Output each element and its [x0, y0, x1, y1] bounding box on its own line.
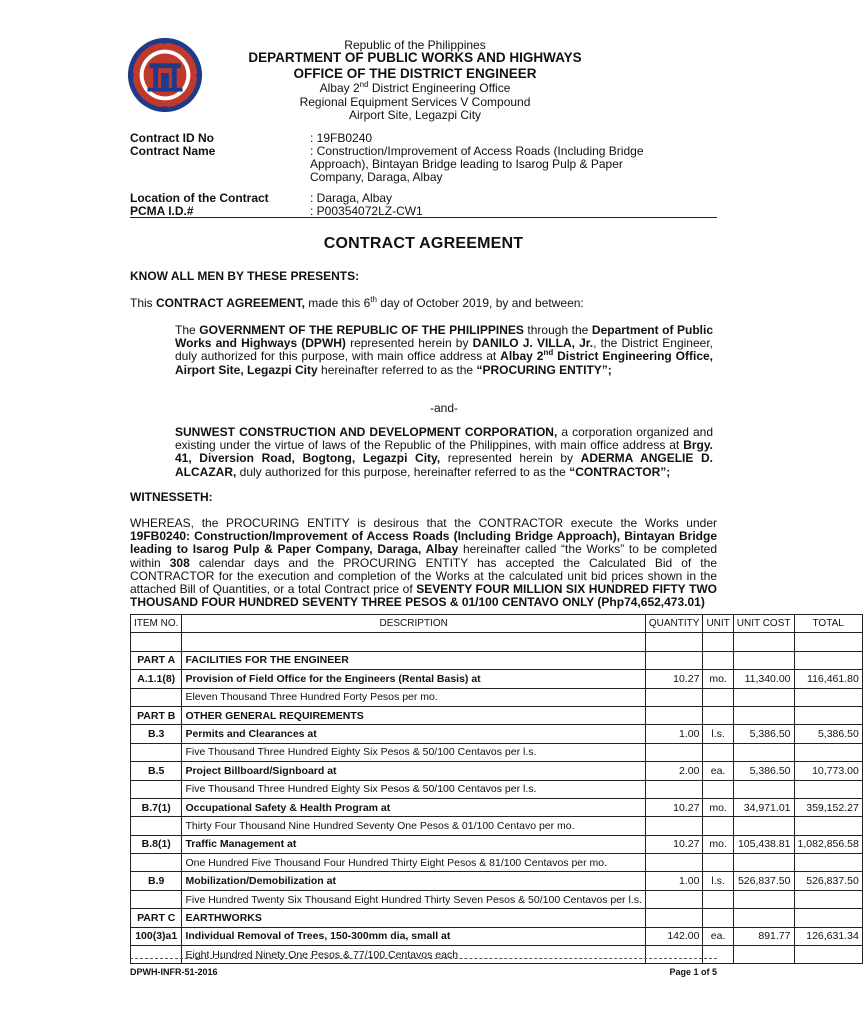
quantity-cell: [645, 780, 703, 798]
header-divider: [130, 217, 717, 218]
unit-cost-cell: 11,340.00: [733, 670, 794, 688]
table-row: [131, 762, 863, 780]
table-row: [131, 817, 863, 835]
total-cell: 359,152.27: [794, 798, 862, 816]
department-name: DEPARTMENT OF PUBLIC WORKS AND HIGHWAYS: [248, 50, 582, 65]
table-row: [131, 854, 863, 872]
quantity-cell: [645, 854, 703, 872]
table-row: [131, 909, 863, 927]
item-no-cell: [131, 890, 182, 908]
unit-cost-cell: 891.77: [733, 927, 794, 945]
quantity-cell: [645, 651, 703, 669]
table-row: [131, 725, 863, 743]
table-row: [131, 670, 863, 688]
and-separator: -and-: [429, 401, 458, 415]
total-cell: [794, 633, 862, 651]
table-header-row: [131, 615, 863, 633]
item-no-cell: B.9: [131, 872, 182, 890]
quantity-cell: [645, 743, 703, 761]
unit-cell: mo.: [703, 835, 733, 853]
unit-cost-cell: [733, 688, 794, 706]
total-cell: [794, 946, 862, 964]
unit-cost-cell: [733, 651, 794, 669]
table-row: [131, 946, 863, 964]
total-cell: [794, 743, 862, 761]
item-no-cell: PART C: [131, 909, 182, 927]
quantity-cell: 2.00: [645, 762, 703, 780]
quantity-cell: [645, 817, 703, 835]
unit-cell: [703, 706, 733, 724]
table-row: [131, 872, 863, 890]
col-description: DESCRIPTION: [182, 615, 645, 633]
know-all-heading: KNOW ALL MEN BY THESE PRESENTS:: [130, 269, 360, 283]
table-row: [131, 688, 863, 706]
description-cell: One Hundred Five Thousand Four Hundred Thirty Eight Pesos & 81/100 Centavos per mo.: [182, 854, 645, 872]
table-row: [131, 890, 863, 908]
table-row: [131, 835, 863, 853]
table-row: [131, 927, 863, 945]
unit-cell: [703, 651, 733, 669]
table-row: [131, 651, 863, 669]
total-cell: [794, 817, 862, 835]
unit-cell: mo.: [703, 798, 733, 816]
unit-cell: ea.: [703, 927, 733, 945]
description-cell: Eight Hundred Ninety One Pesos & 77/100 Centavos each: [182, 946, 645, 964]
contract-name-value: : Construction/Improvement of Access Roads (Including Bridge Approach), Bintayan Bridge leading to Isarog Pulp & Paper Company, Daraga, Albay: [310, 144, 644, 184]
total-cell: 526,837.50: [794, 872, 862, 890]
total-cell: [794, 706, 862, 724]
unit-cell: [703, 946, 733, 964]
description-cell: Mobilization/Demobilization at: [182, 872, 645, 890]
description-cell: Five Thousand Three Hundred Eighty Six Pesos & 50/100 Centavos per l.s.: [182, 780, 645, 798]
description-cell: EARTHWORKS: [182, 909, 645, 927]
contract-info: [130, 132, 670, 218]
total-cell: [794, 688, 862, 706]
item-no-cell: B.7(1): [131, 798, 182, 816]
description-cell: [182, 633, 645, 651]
unit-cost-cell: [733, 890, 794, 908]
footer-divider: [130, 958, 717, 959]
total-cell: [794, 651, 862, 669]
description-cell: Five Hundred Twenty Six Thousand Eight Hundred Thirty Seven Pesos & 50/100 Centavos per l.s.: [182, 890, 645, 908]
total-cell: [794, 890, 862, 908]
col-unit: UNIT: [703, 615, 733, 633]
bill-of-quantities-table: [130, 614, 863, 964]
quantity-cell: 1.00: [645, 872, 703, 890]
unit-cell: [703, 854, 733, 872]
table-row: [131, 743, 863, 761]
total-cell: 116,461.80: [794, 670, 862, 688]
location-value: : Daraga, Albay: [310, 191, 393, 205]
col-total: TOTAL: [794, 615, 862, 633]
unit-cell: [703, 633, 733, 651]
table-row: [131, 633, 863, 651]
quantity-cell: 142.00: [645, 927, 703, 945]
witnesseth-heading: WITNESSETH:: [130, 490, 213, 504]
description-cell: OTHER GENERAL REQUIREMENTS: [182, 706, 645, 724]
unit-cell: [703, 780, 733, 798]
contract-name-label: Contract Name: [130, 144, 216, 158]
quantity-cell: [645, 706, 703, 724]
item-no-cell: [131, 946, 182, 964]
whereas-paragraph: WHEREAS, the PROCURING ENTITY is desirous that the CONTRACTOR execute the Works under 19FB0240: Construction/Improvement of Access Roads (Including Bridge Approach), Bintayan Bridge leading to Isarog Pulp & Paper Company, Daraga, Albay hereinafter called “the Works” to be completed within 308 calendar days and the PROCURING ENTITY has accepted the Calculated Bid of the CONTRACTOR for the execution and completion of the Works at the calculated unit bid prices shown in the attached Bill of Quantities, or a total Contract price of SEVENTY FOUR MILLION SIX HUNDRED FIFTY TWO THOUSAND FOUR HUNDRED SEVENTY THREE PESOS & 01/100 CENTAVO ONLY (Php74,652,473.01): [130, 516, 718, 610]
item-no-cell: [131, 633, 182, 651]
unit-cell: l.s.: [703, 872, 733, 890]
total-cell: 126,631.34: [794, 927, 862, 945]
unit-cost-cell: [733, 946, 794, 964]
quantity-cell: [645, 890, 703, 908]
description-cell: Project Billboard/Signboard at: [182, 762, 645, 780]
unit-cost-cell: [733, 743, 794, 761]
unit-cell: l.s.: [703, 725, 733, 743]
total-cell: [794, 909, 862, 927]
dpwh-logo: [126, 36, 204, 114]
item-no-cell: A.1.1(8): [131, 670, 182, 688]
unit-cost-cell: [733, 854, 794, 872]
description-cell: Individual Removal of Trees, 150-300mm dia, small at: [182, 927, 645, 945]
unit-cell: [703, 743, 733, 761]
item-no-cell: [131, 854, 182, 872]
pcma-value: : P00354072LZ-CW1: [310, 204, 423, 218]
intro-paragraph: This CONTRACT AGREEMENT, made this 6th day of October 2019, by and between:: [130, 295, 584, 310]
description-cell: Provision of Field Office for the Engineers (Rental Basis) at: [182, 670, 645, 688]
quantity-cell: [645, 946, 703, 964]
unit-cell: mo.: [703, 670, 733, 688]
quantity-cell: [645, 633, 703, 651]
district-office: Albay 2nd District Engineering Office: [319, 80, 511, 95]
quantity-cell: 10.27: [645, 798, 703, 816]
total-cell: 5,386.50: [794, 725, 862, 743]
col-unit-cost: UNIT COST: [733, 615, 794, 633]
compound-line: Regional Equipment Services V Compound: [299, 95, 531, 109]
col-quantity: QUANTITY: [645, 615, 703, 633]
item-no-cell: B.3: [131, 725, 182, 743]
unit-cost-cell: [733, 633, 794, 651]
description-cell: Eleven Thousand Three Hundred Forty Pesos per mo.: [182, 688, 645, 706]
item-no-cell: PART A: [131, 651, 182, 669]
unit-cost-cell: [733, 909, 794, 927]
site-line: Airport Site, Legazpi City: [348, 108, 482, 122]
total-cell: 10,773.00: [794, 762, 862, 780]
unit-cell: ea.: [703, 762, 733, 780]
total-cell: 1,082,856.58: [794, 835, 862, 853]
table-row: [131, 706, 863, 724]
pcma-label: PCMA I.D.#: [130, 204, 194, 218]
item-no-cell: B.5: [131, 762, 182, 780]
footer-code: DPWH-INFR-51-2016: [130, 967, 218, 977]
quantity-cell: [645, 688, 703, 706]
description-cell: Traffic Management at: [182, 835, 645, 853]
unit-cell: [703, 688, 733, 706]
document-title: CONTRACT AGREEMENT: [323, 235, 524, 252]
table-row: [131, 798, 863, 816]
item-no-cell: B.8(1): [131, 835, 182, 853]
contract-id-label: Contract ID No: [130, 131, 214, 145]
unit-cost-cell: [733, 780, 794, 798]
col-item-no: ITEM NO.: [131, 615, 182, 633]
quantity-cell: [645, 909, 703, 927]
item-no-cell: [131, 817, 182, 835]
unit-cost-cell: 5,386.50: [733, 725, 794, 743]
unit-cell: [703, 817, 733, 835]
description-cell: FACILITIES FOR THE ENGINEER: [182, 651, 645, 669]
quantity-cell: 10.27: [645, 835, 703, 853]
contract-id-value: : 19FB0240: [310, 131, 373, 145]
quantity-cell: 1.00: [645, 725, 703, 743]
unit-cost-cell: 526,837.50: [733, 872, 794, 890]
item-no-cell: PART B: [131, 706, 182, 724]
location-label: Location of the Contract: [130, 191, 269, 205]
unit-cost-cell: [733, 817, 794, 835]
description-cell: Occupational Safety & Health Program at: [182, 798, 645, 816]
item-no-cell: 100(3)a1: [131, 927, 182, 945]
total-cell: [794, 854, 862, 872]
unit-cost-cell: [733, 706, 794, 724]
unit-cost-cell: 34,971.01: [733, 798, 794, 816]
table-row: [131, 780, 863, 798]
item-no-cell: [131, 780, 182, 798]
unit-cell: [703, 890, 733, 908]
republic-line: Republic of the Philippines: [344, 38, 486, 52]
item-no-cell: [131, 688, 182, 706]
party-procuring-entity: The GOVERNMENT OF THE REPUBLIC OF THE PHILIPPINES through the Department of Public Works and Highways (DPWH) represented herein by DANILO J. VILLA, Jr., the District Engineer, duly authorized for this purpose, with main office address at Albay 2nd District Engineering Office, Airport Site, Legazpi City hereinafter referred to as the “PROCURING ENTITY”;: [175, 323, 714, 377]
item-no-cell: [131, 743, 182, 761]
unit-cell: [703, 909, 733, 927]
unit-cost-cell: 105,438.81: [733, 835, 794, 853]
unit-cost-cell: 5,386.50: [733, 762, 794, 780]
footer-page: Page 1 of 5: [669, 967, 717, 977]
party-contractor: SUNWEST CONSTRUCTION AND DEVELOPMENT CORPORATION, a corporation organized and existing under the virtue of laws of the Republic of the Philippines, with main office address at Brgy. 41, Diversion Road, Bogtong, Legazpi City, represented herein by ADERMA ANGELIE D. ALCAZAR, duly authorized for this purpose, hereinafter referred to as the “CONTRACTOR”;: [175, 425, 713, 479]
description-cell: Five Thousand Three Hundred Eighty Six Pesos & 50/100 Centavos per l.s.: [182, 743, 645, 761]
description-cell: Permits and Clearances at: [182, 725, 645, 743]
description-cell: Thirty Four Thousand Nine Hundred Seventy One Pesos & 01/100 Centavo per mo.: [182, 817, 645, 835]
office-name: OFFICE OF THE DISTRICT ENGINEER: [293, 66, 537, 81]
total-cell: [794, 780, 862, 798]
quantity-cell: 10.27: [645, 670, 703, 688]
